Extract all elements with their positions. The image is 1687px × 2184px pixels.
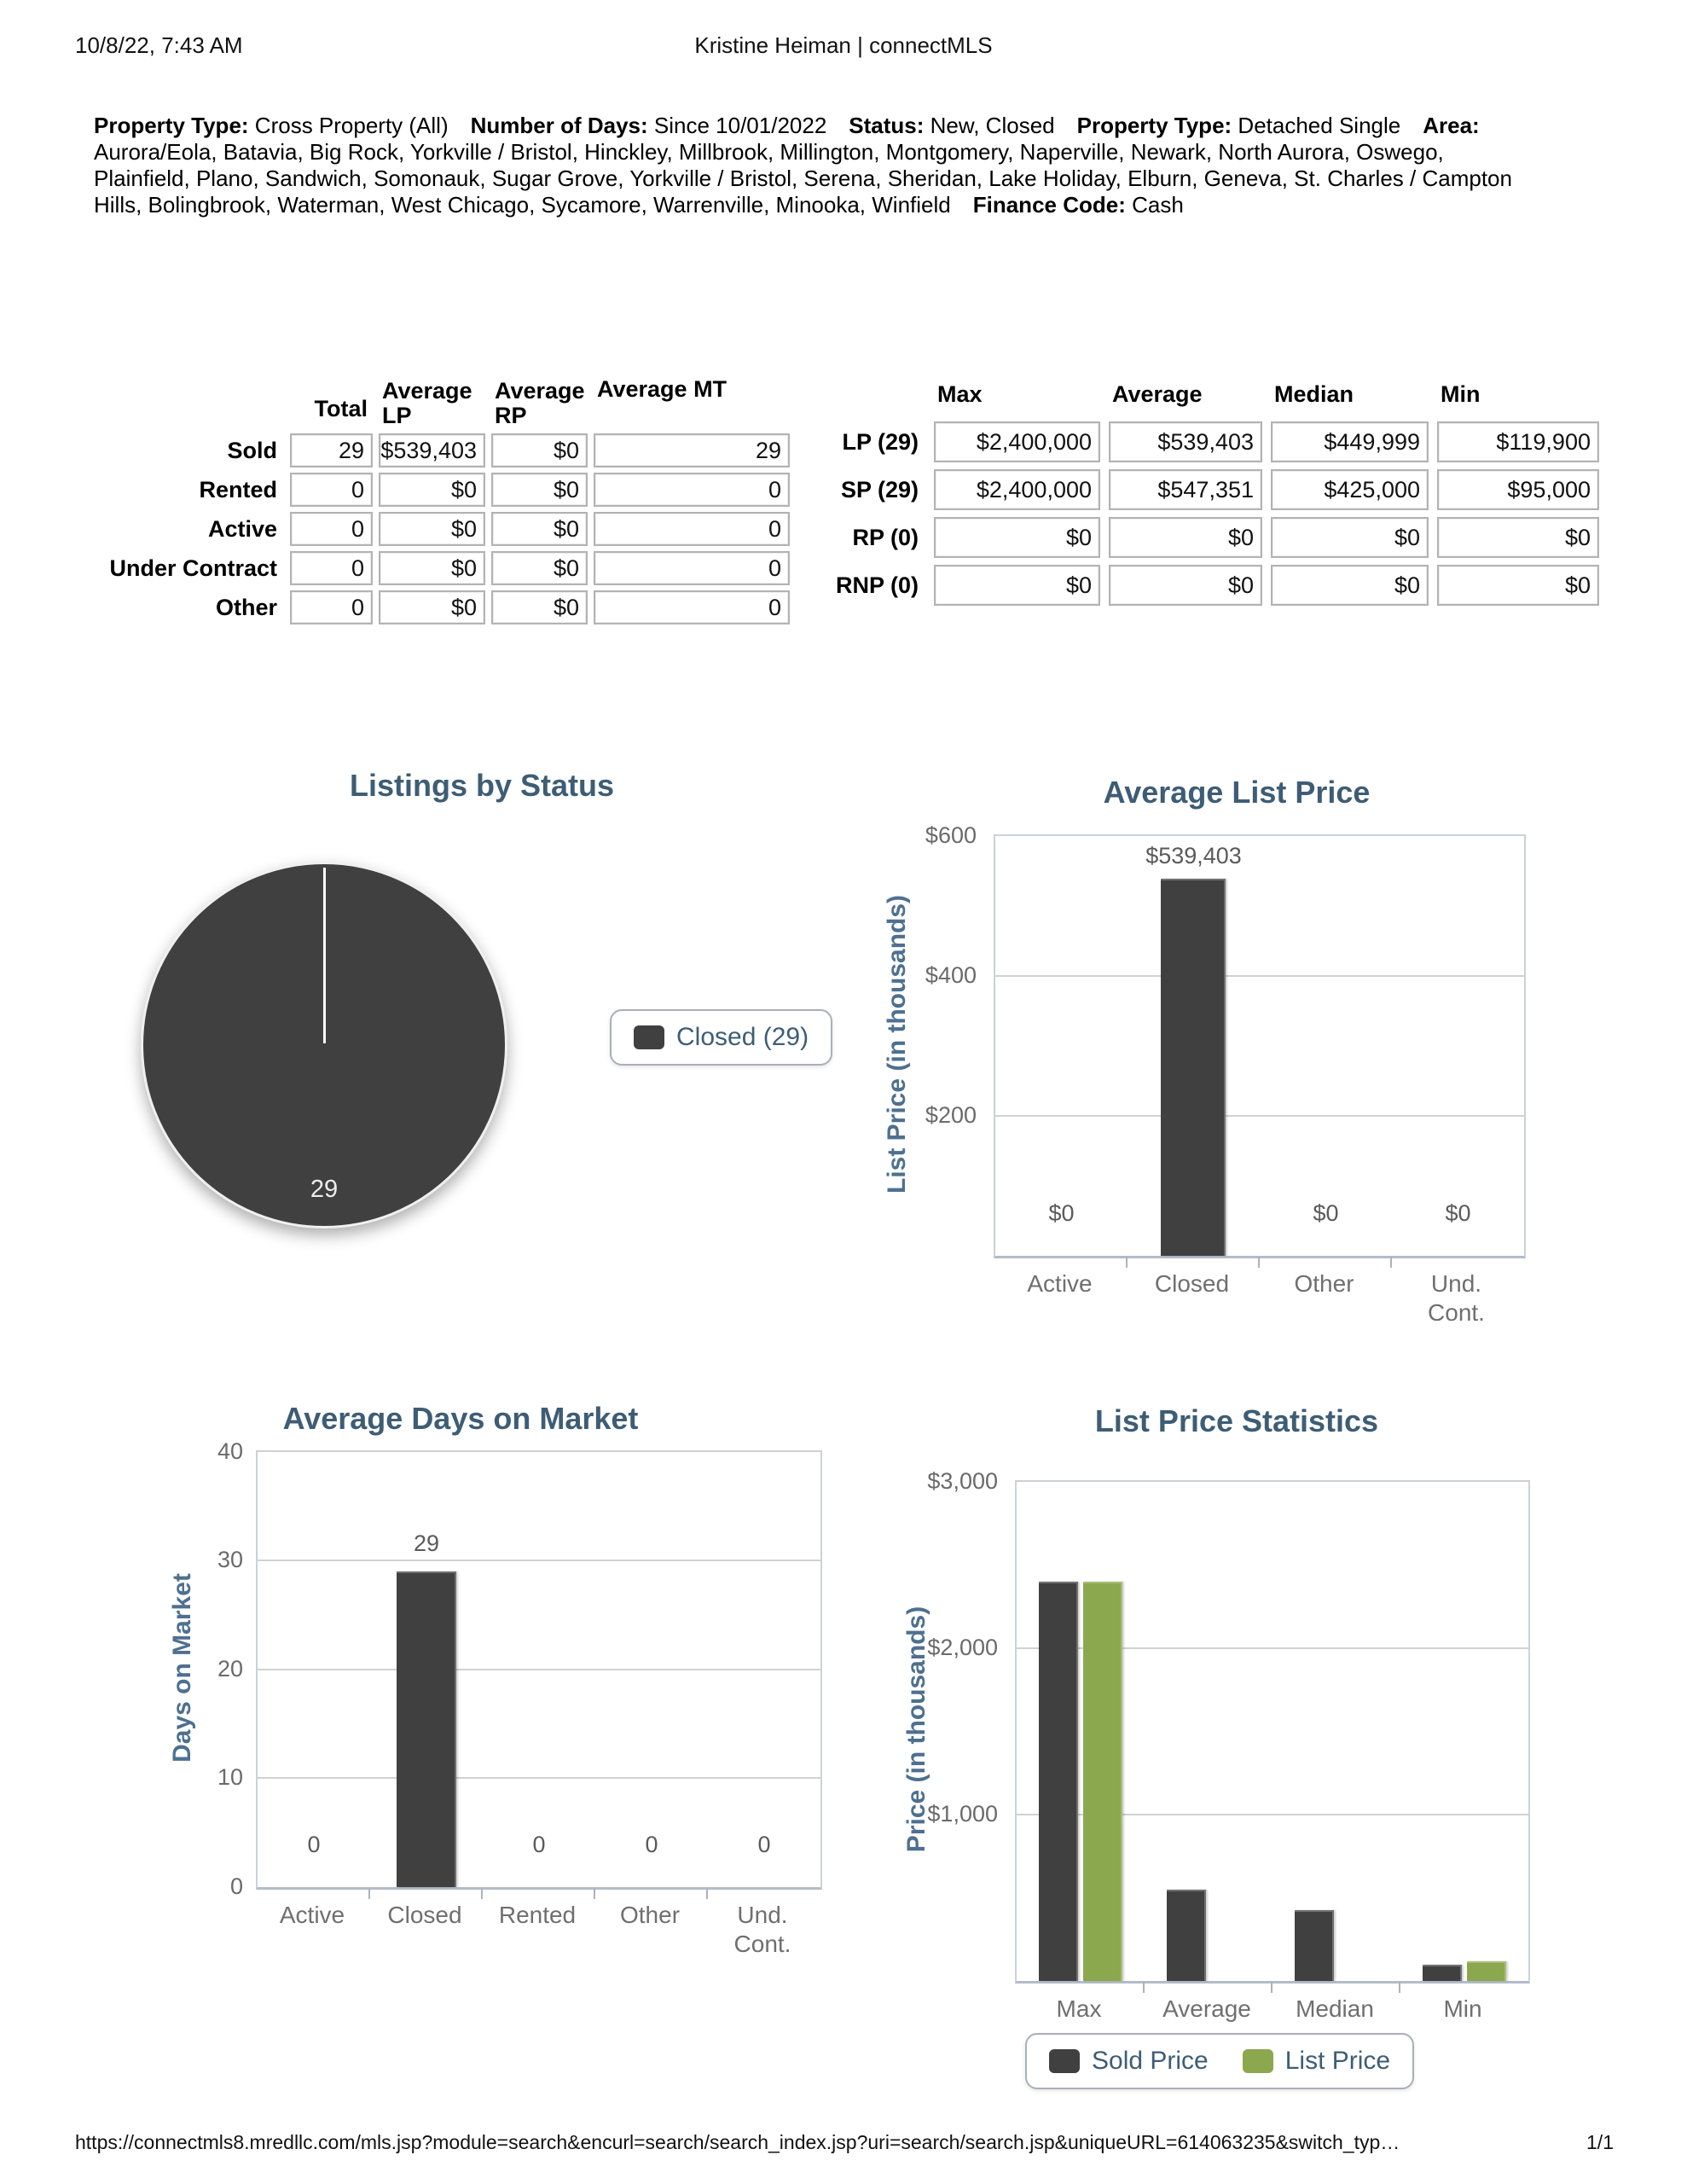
category-label-closed: Closed: [1154, 1270, 1230, 1297]
cell-rented-avg-mt: 0: [594, 473, 790, 507]
plot-area: [1015, 1480, 1530, 1984]
column-header-average-mt: Average MT: [597, 376, 728, 402]
chart-title-listings-by-status: Listings by Status: [349, 768, 615, 803]
x-axis-tick: [368, 1888, 370, 1899]
cell-rnp-median: $0: [1271, 565, 1429, 606]
criteria-label: Property Type:: [1076, 113, 1232, 138]
data-label-other: 0: [645, 1832, 658, 1857]
y-tick-3000: $3,000: [927, 1468, 998, 1494]
y-tick-10: 10: [217, 1764, 243, 1790]
y-axis-label: Days on Market: [168, 1573, 196, 1763]
category-label-text: Und. Cont.: [1428, 1270, 1485, 1326]
cell-rnp-min: $0: [1437, 565, 1599, 606]
pie-slice-value: 29: [310, 1176, 339, 1203]
gridline-400: [995, 975, 1524, 977]
x-axis-tick: [594, 1888, 595, 1899]
cell-rnp-average: $0: [1109, 565, 1262, 606]
cell-sp-max: $2,400,000: [934, 469, 1100, 510]
data-label-und-cont: 0: [757, 1832, 771, 1857]
legend-item-sold-price: [1049, 2047, 1209, 2076]
row-label-under-contract: Under Contract: [109, 555, 277, 581]
column-header-average-lp: Average LP: [382, 378, 472, 428]
list-price-statistics-chart: [844, 1356, 1629, 2150]
search-criteria: [94, 113, 1533, 218]
average-list-price-chart: [844, 751, 1629, 1356]
cell-rented-avg-rp: $0: [491, 473, 588, 507]
corner-cell: [98, 377, 284, 428]
cell-other-avg-lp: $0: [379, 590, 485, 624]
category-label-median: Median: [1296, 1995, 1374, 2022]
cell-rp-max: $0: [934, 517, 1100, 558]
x-axis-tick: [481, 1888, 483, 1899]
column-header-total: Total: [314, 395, 368, 421]
plot-area: [256, 1450, 822, 1890]
y-tick-2000: $2,000: [927, 1635, 998, 1660]
x-axis-tick: [706, 1888, 708, 1899]
cell-sp-average: $547,351: [1109, 469, 1262, 510]
status-summary-table: [98, 377, 790, 624]
criteria-label: Property Type:: [94, 113, 249, 138]
x-axis-tick: [1390, 1257, 1392, 1268]
cell-active-avg-lp: $0: [379, 512, 485, 546]
bar-list-min: [1467, 1961, 1506, 1981]
y-tick-600: $600: [925, 822, 977, 848]
x-axis-tick: [1271, 1982, 1272, 1993]
criteria-value: Cross Property (All): [254, 113, 449, 138]
cell-lp-average: $539,403: [1109, 421, 1262, 462]
row-label-lp: LP (29): [842, 428, 919, 455]
row-label-active: Active: [207, 515, 277, 542]
cell-active-total: 0: [290, 512, 373, 546]
cell-rp-median: $0: [1271, 517, 1429, 558]
price-statistics-table: [810, 382, 1599, 606]
category-label-other: Other: [1294, 1270, 1354, 1297]
cell-sold-avg-mt: 29: [594, 433, 790, 468]
criteria-value: Detached Single: [1238, 113, 1401, 138]
category-label-active: Active: [1027, 1270, 1093, 1297]
category-label-min: Min: [1443, 1995, 1482, 2022]
cell-active-avg-rp: $0: [491, 512, 588, 546]
criteria-label: Number of Days:: [470, 113, 648, 138]
cell-rented-total: 0: [290, 473, 373, 507]
cell-sold-avg-rp: $0: [491, 433, 588, 468]
cell-rp-average: $0: [1109, 517, 1262, 558]
cell-other-total: 0: [290, 590, 373, 624]
gridline-10: [258, 1777, 820, 1779]
legend-swatch-list-price: [1243, 2049, 1273, 2073]
average-days-on-market-chart: [77, 1356, 844, 2039]
gridline-20: [258, 1669, 820, 1670]
row-label-other: Other: [215, 594, 277, 620]
y-tick-1000: $1,000: [927, 1801, 998, 1827]
criteria-segment-finance-code: [973, 192, 1184, 218]
data-label-active: $0: [1048, 1200, 1075, 1226]
chart-title-average-days-on-market: Average Days on Market: [282, 1401, 639, 1436]
criteria-value: Cash: [1132, 192, 1184, 218]
data-label-closed: 29: [413, 1531, 440, 1556]
print-timestamp: 10/8/22, 7:43 AM: [75, 32, 243, 58]
criteria-segment-number-of-days: [471, 113, 827, 138]
criteria-segment-property-type: [94, 113, 449, 138]
cell-lp-min: $119,900: [1437, 421, 1599, 462]
category-label-other: Other: [619, 1902, 681, 1928]
x-axis-tick: [1258, 1257, 1260, 1268]
criteria-segment-status: [849, 113, 1054, 138]
bar-sold-max: [1039, 1582, 1078, 1981]
data-label-other: $0: [1313, 1200, 1339, 1226]
legend-swatch-closed: [634, 1025, 664, 1049]
column-header-min: Min: [1441, 381, 1481, 407]
bar-closed: [397, 1571, 456, 1887]
legend-swatch-sold-price: [1049, 2049, 1080, 2073]
legend-item-closed: [634, 1023, 809, 1052]
x-axis-tick: [1143, 1982, 1145, 1993]
y-tick-400: $400: [925, 962, 977, 988]
series-legend: [1025, 2033, 1414, 2089]
legend-label-sold-price: Sold Price: [1092, 2047, 1209, 2075]
criteria-label: Area:: [1423, 113, 1480, 138]
cell-lp-median: $449,999: [1271, 421, 1429, 462]
pie-legend: [610, 1009, 832, 1066]
data-label-closed: $539,403: [1145, 843, 1242, 868]
bar-sold-average: [1167, 1890, 1206, 1981]
column-header-average: Average: [1112, 381, 1203, 407]
bar-list-max: [1083, 1582, 1122, 1981]
category-label-text: Und. Cont.: [733, 1902, 791, 1957]
corner-cell: [810, 382, 925, 415]
cell-sold-total: 29: [290, 433, 373, 468]
category-label-active: Active: [279, 1902, 345, 1928]
cell-under-contract-avg-mt: 0: [594, 551, 790, 585]
cell-under-contract-avg-lp: $0: [379, 551, 485, 585]
y-axis-label: Price (in thousands): [902, 1606, 930, 1853]
data-label-und-cont: $0: [1445, 1200, 1471, 1226]
legend-label-list-price: List Price: [1284, 2047, 1391, 2075]
bar-sold-median: [1295, 1910, 1334, 1981]
row-label-rnp: RNP (0): [835, 572, 919, 598]
y-tick-40: 40: [217, 1438, 243, 1464]
cell-active-avg-mt: 0: [594, 512, 790, 546]
y-axis-label: List Price (in thousands): [883, 894, 911, 1194]
y-tick-30: 30: [217, 1547, 243, 1572]
cell-other-avg-rp: $0: [491, 590, 588, 624]
gridline-200: [995, 1115, 1524, 1117]
category-label-closed: Closed: [387, 1902, 462, 1928]
y-tick-20: 20: [217, 1656, 243, 1682]
cell-rented-avg-lp: $0: [379, 473, 485, 507]
document-title: Kristine Heiman | connectMLS: [694, 32, 993, 58]
x-axis-tick: [1126, 1257, 1128, 1268]
footer-url: https://connectmls8.mredllc.com/mls.jsp?module=search&encurl=search/search_index.jsp?uri=search/search.jsp&uniqueURL=614063235&switch_typ…: [75, 2131, 1400, 2153]
category-label-und-cont: [1390, 1269, 1522, 1327]
chart-title-list-price-statistics: List Price Statistics: [1094, 1403, 1379, 1438]
bar-closed: [1161, 879, 1226, 1256]
column-header-max: Max: [937, 381, 983, 407]
column-header-median: Median: [1274, 381, 1354, 407]
cell-under-contract-total: 0: [290, 551, 373, 585]
chart-title-average-list-price: Average List Price: [1103, 775, 1371, 810]
row-label-sp: SP (29): [840, 476, 919, 502]
cell-rnp-max: $0: [934, 565, 1100, 606]
data-label-active: 0: [307, 1832, 321, 1857]
category-label-max: Max: [1056, 1995, 1102, 2022]
y-tick-200: $200: [925, 1102, 977, 1128]
category-label-average: Average: [1162, 1995, 1251, 2022]
criteria-segment-property-type-2: [1077, 113, 1401, 138]
y-tick-0: 0: [229, 1873, 243, 1899]
column-header-average-rp: Average RP: [495, 378, 585, 428]
cell-rp-min: $0: [1437, 517, 1599, 558]
category-label-rented: Rented: [498, 1902, 577, 1928]
legend-label-closed: Closed (29): [676, 1023, 809, 1051]
x-axis-tick: [1399, 1982, 1400, 1993]
criteria-label: Finance Code:: [972, 192, 1126, 218]
criteria-value: Aurora/Eola, Batavia, Big Rock, Yorkville / Bristol, Hinckley, Millbrook, Millington, Montgomery, Naperville, Newark, North Aurora, Oswego, Plainfield, Plano, Sandwich, Somonauk, Sugar Grove, Yorkville / Bristol, Serena, Sheridan, Lake Holiday, Elburn, Geneva, St. Charles / Campton Hills, Bolingbrook, Waterman, West Chicago, Sycamore, Warrenville, Minooka, Winfield: [94, 139, 1512, 218]
plot-area: [994, 834, 1526, 1258]
pie-closed-slice: [141, 862, 507, 1228]
row-label-sold: Sold: [227, 437, 277, 463]
criteria-label: Status:: [849, 113, 925, 138]
pie-slice-divider: [323, 868, 326, 1043]
cell-other-avg-mt: 0: [594, 590, 790, 624]
cell-sp-min: $95,000: [1437, 469, 1599, 510]
listings-by-status-chart: [77, 751, 887, 1348]
data-label-rented: 0: [532, 1832, 546, 1857]
cell-lp-max: $2,400,000: [934, 421, 1100, 462]
cell-under-contract-avg-rp: $0: [491, 551, 588, 585]
cell-sold-avg-lp: $539,403: [379, 433, 485, 468]
legend-item-list-price: [1243, 2047, 1390, 2076]
row-label-rp: RP (0): [852, 524, 919, 550]
bar-sold-min: [1423, 1965, 1462, 1981]
footer-page-indicator: 1/1: [1586, 2131, 1614, 2153]
gridline-30: [258, 1560, 820, 1561]
criteria-value: Since 10/01/2022: [653, 113, 827, 138]
category-label-und-cont: [706, 1901, 819, 1959]
row-label-rented: Rented: [199, 476, 277, 502]
criteria-value: New, Closed: [930, 113, 1055, 138]
cell-sp-median: $425,000: [1271, 469, 1429, 510]
